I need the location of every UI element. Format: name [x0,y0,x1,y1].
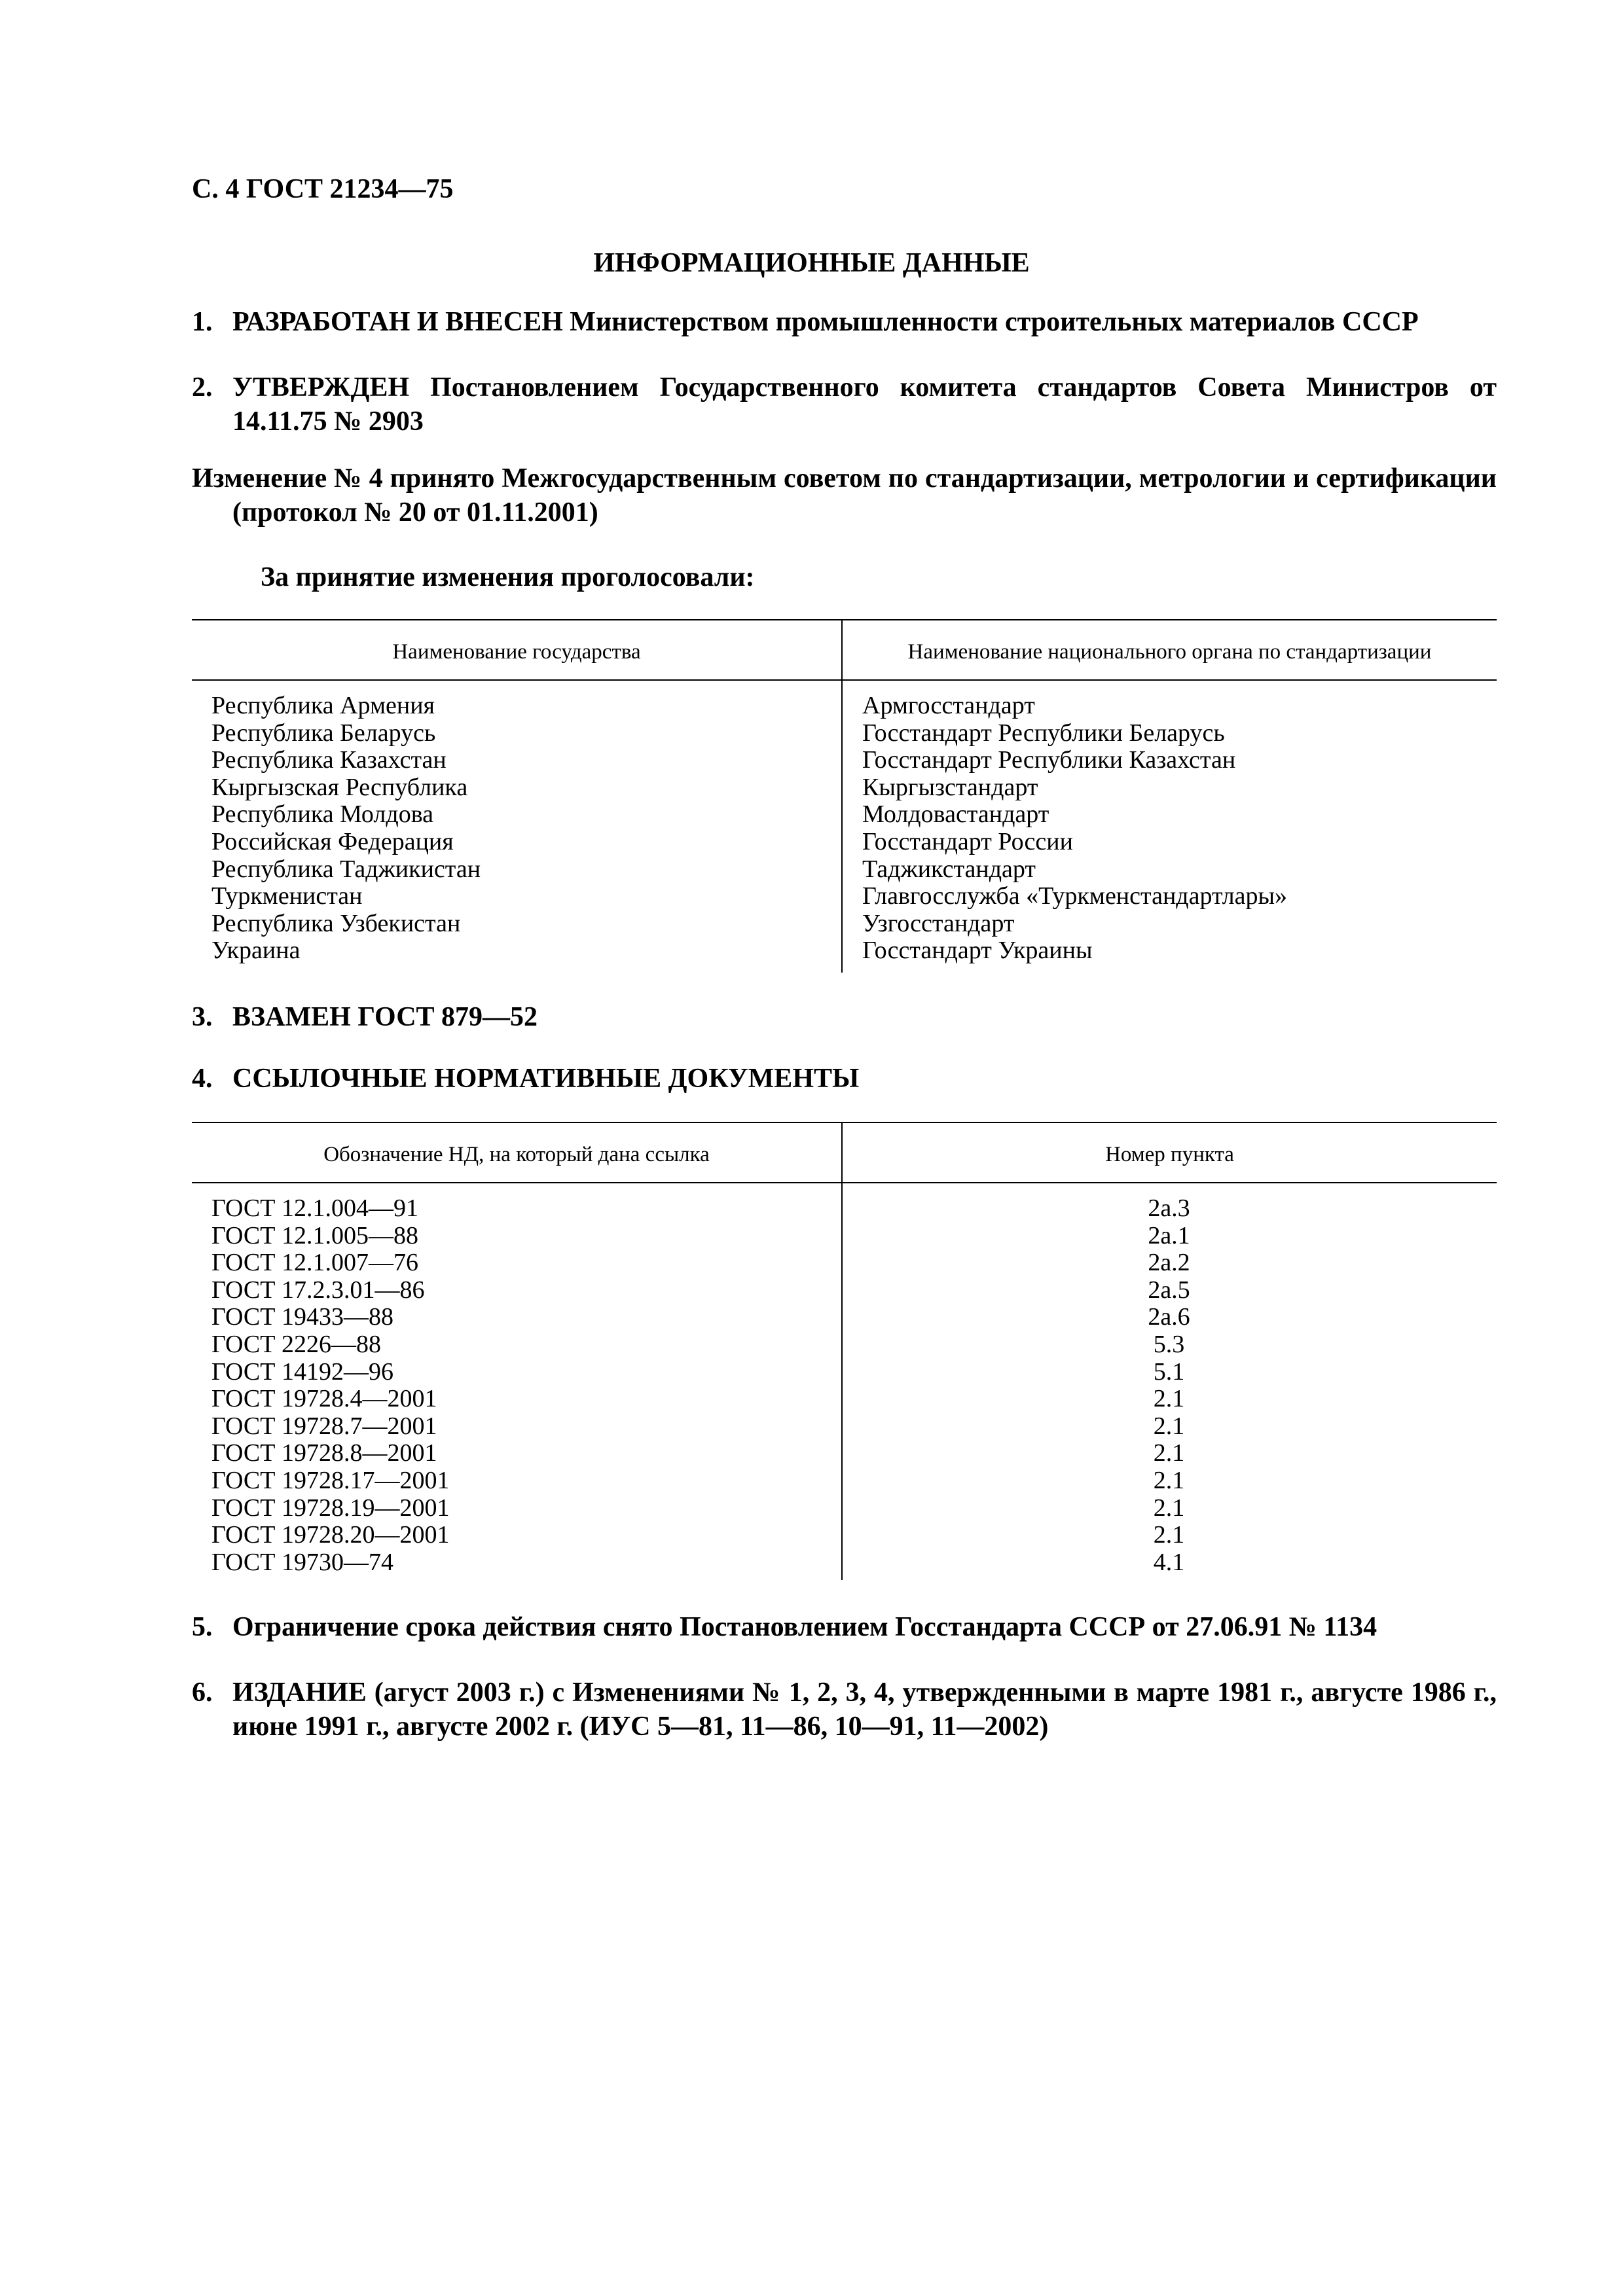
table-row [192,1359,1497,1386]
item-text: ИЗДАНИЕ (агуст 2003 г.) с Изменениями № 1, 2, 3, 4, утвержденными в марте 1981 г., августе 1986 г., июне 1991 г., августе 2002 г. (ИУС 5—81, 11—86, 10—91, 11—2002) [232,1677,1497,1742]
table-cell: Российская Федерация [211,827,454,855]
item-text: ВЗАМЕН ГОСТ 879—52 [232,1002,538,1032]
refs-rows [192,1195,1497,1576]
table-row [192,1249,1497,1277]
vote-title: За принятие изменения проголосовали: [261,562,755,592]
item-2 [192,370,1497,439]
table-row [192,1522,1497,1549]
item-number: 6. [192,1677,213,1708]
table-cell: ГОСТ 14192—96 [211,1357,393,1386]
table-cell: ГОСТ 19433—88 [211,1303,393,1331]
table-cell: 2а.1 [1148,1221,1190,1249]
table-row [192,747,1497,774]
table-header: Наименование государства [392,640,641,664]
table-cell: 2а.6 [1148,1303,1190,1331]
item-text: Ограничение срока действия снято Постановлением Госстандарта СССР от 27.06.91 № 1134 [232,1612,1377,1642]
table-row [192,1467,1497,1495]
table-cell: ГОСТ 19728.20—2001 [211,1521,450,1549]
table-cell: ГОСТ 2226—88 [211,1330,381,1358]
table-cell: Украина [211,937,301,965]
table-cell: Госстандарт Республики Казахстан [862,746,1236,774]
table-header: Наименование национального органа по стандартизации [907,640,1432,664]
amendment-text: Изменение № 4 принято Межгосударственным советом по стандартизации, метрологии и сертификации (протокол № 20 от 01.11.2001) [192,463,1497,528]
table-cell: ГОСТ 19728.7—2001 [211,1412,437,1440]
table-row [192,1223,1497,1250]
table-cell: ГОСТ 12.1.004—91 [211,1194,418,1222]
table-row [192,937,1497,965]
table-cell: Кыргызская Республика [211,773,468,801]
table-cell: 2а.3 [1148,1194,1190,1222]
table-cell: Госстандарт Республики Беларусь [862,719,1225,747]
table-row [192,1549,1497,1577]
table-cell: Республика Молдова [211,800,434,829]
table-header: Обозначение НД, на который дана ссылка [323,1143,710,1166]
table-row [192,720,1497,747]
item-4 [192,1062,1497,1096]
table-row [192,774,1497,802]
table-cell: 2.1 [1153,1412,1185,1440]
amendment-note [192,461,1497,529]
table-cell: Республика Таджикистан [211,855,481,883]
table-cell: ГОСТ 12.1.005—88 [211,1221,418,1249]
table-row [192,1331,1497,1359]
page-header: С. 4 ГОСТ 21234—75 [192,174,454,204]
table-cell: 5.1 [1153,1357,1185,1386]
table-cell: Республика Узбекистан [211,909,461,937]
table-cell: Кыргызстандарт [862,773,1038,801]
refs-table [192,1122,1497,1580]
table-cell: Республика Армения [211,692,435,719]
item-3 [192,1000,1497,1034]
table-cell: 2.1 [1153,1466,1185,1494]
table-row [192,1440,1497,1467]
table-cell: 2.1 [1153,1494,1185,1522]
table-cell: Таджикстандарт [862,855,1036,883]
doc-title: ИНФОРМАЦИОННЫЕ ДАННЫЕ [593,248,1030,278]
table-cell: ГОСТ 17.2.3.01—86 [211,1276,425,1304]
table-cell: ГОСТ 19728.4—2001 [211,1385,437,1413]
item-number: 4. [192,1064,213,1094]
table-row [192,910,1497,938]
table-cell: Республика Беларусь [211,719,436,747]
item-number: 5. [192,1612,213,1642]
states-rows [192,692,1497,965]
item-text: РАЗРАБОТАН И ВНЕСЕН Министерством промышленности строительных материалов СССР [232,307,1419,337]
table-row [192,692,1497,720]
table-cell: ГОСТ 19728.19—2001 [211,1494,450,1522]
item-text: УТВЕРЖДЕН Постановлением Государственного комитета стандартов Совета Министров от 14.11.75 № 2903 [232,372,1497,437]
item-number: 3. [192,1002,213,1032]
table-row [192,1413,1497,1441]
table-row [192,856,1497,884]
table-cell: Главгосслужба «Туркменстандартлары» [862,882,1288,910]
item-1 [192,305,1497,339]
table-cell: ГОСТ 19730—74 [211,1548,393,1576]
table-row [192,1304,1497,1331]
table-cell: ГОСТ 19728.8—2001 [211,1439,437,1467]
table-cell: Госстандарт России [862,827,1073,855]
table-header: Номер пункта [1105,1143,1234,1166]
table-row [192,883,1497,910]
item-6 [192,1676,1497,1744]
table-cell: 2.1 [1153,1439,1185,1467]
table-cell: Республика Казахстан [211,746,447,774]
item-text: ССЫЛОЧНЫЕ НОРМАТИВНЫЕ ДОКУМЕНТЫ [232,1064,860,1094]
table-row [192,829,1497,856]
table-cell: ГОСТ 12.1.007—76 [211,1249,418,1277]
table-row [192,1277,1497,1304]
table-cell: Госстандарт Украины [862,937,1093,965]
table-cell: Узгосстандарт [862,909,1015,937]
item-5 [192,1610,1497,1644]
states-table [192,619,1497,973]
table-cell: 2а.2 [1148,1249,1190,1277]
table-cell: Туркменистан [211,882,363,910]
table-row [192,801,1497,829]
table-cell: 5.3 [1153,1330,1185,1358]
table-row [192,1495,1497,1522]
item-number: 1. [192,307,213,337]
table-cell: 4.1 [1153,1548,1185,1576]
table-cell: 2.1 [1153,1521,1185,1549]
table-row [192,1386,1497,1413]
table-cell: 2.1 [1153,1385,1185,1413]
table-cell: Молдовастандарт [862,800,1049,829]
table-cell: 2а.5 [1148,1276,1190,1304]
table-cell: ГОСТ 19728.17—2001 [211,1466,450,1494]
table-cell: Армгосстандарт [862,692,1035,719]
table-row [192,1195,1497,1223]
item-number: 2. [192,372,213,403]
